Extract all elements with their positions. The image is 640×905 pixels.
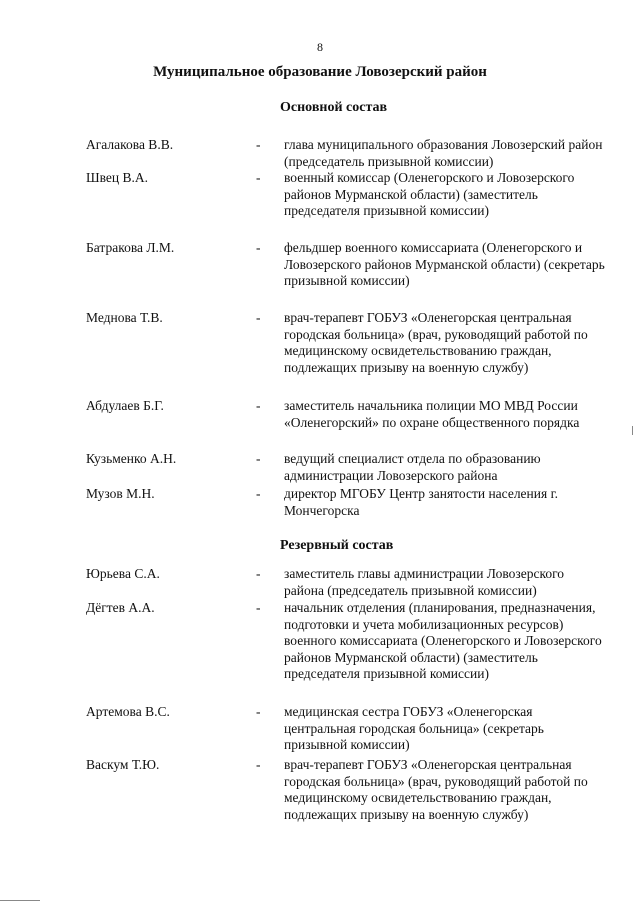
member-row (0, 600, 640, 704)
scan-mark (632, 426, 633, 435)
member-row (0, 451, 640, 486)
member-row (0, 757, 640, 847)
member-dash: - (256, 137, 261, 152)
member-role: медицинская сестра ГОБУЗ «Оленегорская центральная городская больница» (секретарь призывной комиссии) (284, 704, 544, 752)
member-name: Агалакова В.В. (86, 137, 174, 152)
member-role: начальник отделения (планирования, предназначения, подготовки и учета мобилизационных ресурсов) военного комиссариата (Оленегорского и Ловозерского районов Мурманской области) (заместитель председателя призывной комиссии) (284, 600, 602, 681)
member-row (0, 398, 640, 451)
member-role: заместитель начальника полиции МО МВД России «Оленегорский» по охране общественного порядка (284, 398, 580, 430)
member-name: Артемова В.С. (86, 704, 170, 719)
member-name: Васкум Т.Ю. (86, 757, 160, 772)
member-row (0, 704, 640, 757)
member-dash: - (256, 240, 261, 255)
member-role: врач-терапевт ГОБУЗ «Оленегорская центральная городская больница» (врач, руководящий работой по медицинскому освидетельствованию граждан, подлежащих призыву на военную службу) (284, 310, 588, 375)
page-number: 8 (317, 40, 323, 54)
member-list-reserve (0, 566, 640, 847)
member-role: глава муниципального образования Ловозерский район (председатель призывной комиссии) (284, 137, 603, 169)
member-name: Юрьева С.А. (86, 566, 160, 581)
member-list-main (0, 137, 640, 519)
member-row (0, 310, 640, 398)
member-dash: - (256, 170, 261, 185)
member-dash: - (256, 486, 261, 501)
member-name: Абдулаев Б.Г. (86, 398, 164, 413)
member-role: военный комиссар (Оленегорского и Ловозерского районов Мурманской области) (заместитель председателя призывной комиссии) (284, 170, 575, 218)
member-dash: - (256, 757, 261, 772)
member-name: Дёгтев А.А. (86, 600, 155, 615)
section-title-reserve: Резервный состав (280, 538, 394, 553)
member-row (0, 486, 640, 519)
member-row (0, 137, 640, 170)
member-row (0, 170, 640, 240)
page-title: Муниципальное образование Ловозерский район (153, 64, 487, 80)
member-role: заместитель главы администрации Ловозерского района (председатель призывной комиссии) (284, 566, 565, 598)
scan-mark (0, 900, 40, 901)
member-role: директор МГОБУ Центр занятости населения г. Мончегорска (284, 486, 558, 518)
member-name: Меднова Т.В. (86, 310, 163, 325)
member-dash: - (256, 310, 261, 325)
member-role: ведущий специалист отдела по образованию администрации Ловозерского района (284, 451, 541, 483)
member-row (0, 240, 640, 310)
member-row (0, 566, 640, 600)
member-dash: - (256, 566, 261, 581)
member-dash: - (256, 451, 261, 466)
member-name: Кузьменко А.Н. (86, 451, 177, 466)
member-name: Швец В.А. (86, 170, 149, 185)
member-dash: - (256, 704, 261, 719)
section-title-main: Основной состав (280, 100, 388, 115)
member-role: фельдшер военного комиссариата (Оленегорского и Ловозерского районов Мурманской области) (секретарь призывной комиссии) (284, 240, 605, 288)
member-dash: - (256, 600, 261, 615)
member-role: врач-терапевт ГОБУЗ «Оленегорская центральная городская больница» (врач, руководящий работой по медицинскому освидетельствованию граждан, подлежащих призыву на военную службу) (284, 757, 588, 822)
member-name: Батракова Л.М. (86, 240, 175, 255)
member-dash: - (256, 398, 261, 413)
member-name: Музов М.Н. (86, 486, 155, 501)
